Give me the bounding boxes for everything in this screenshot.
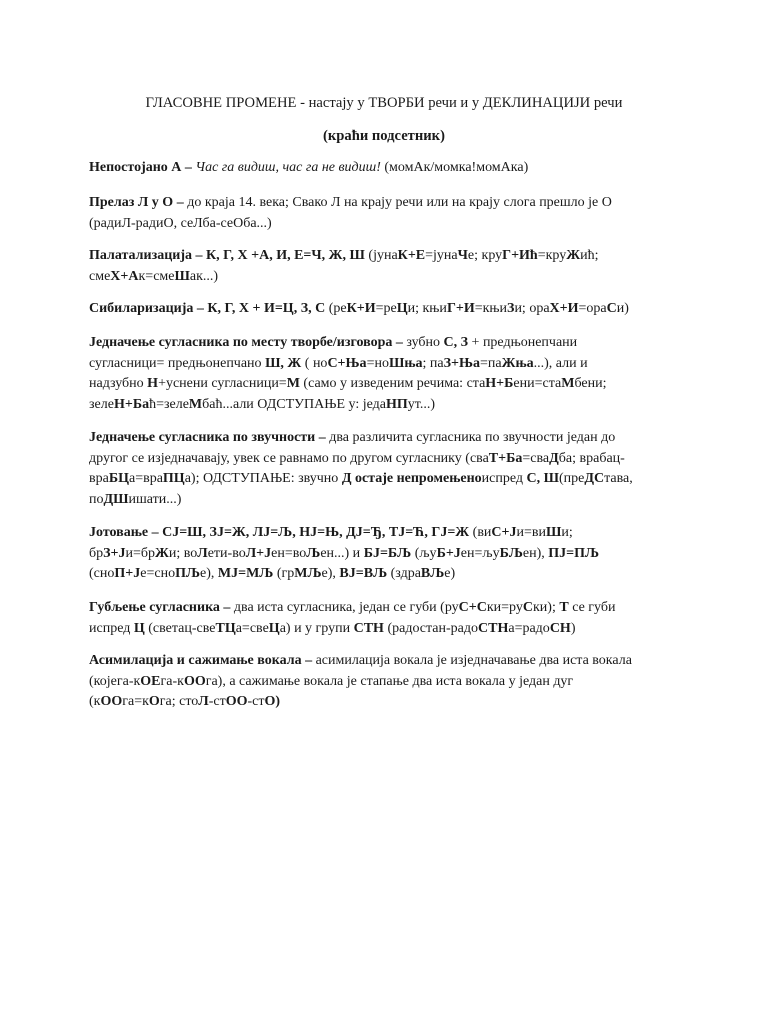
text-run: и; књи: [407, 301, 447, 316]
text-run: =ре: [375, 301, 397, 316]
text-run: ( но: [301, 355, 328, 371]
text-run: С+С: [458, 600, 487, 615]
text-run: Б+Ј: [436, 545, 461, 561]
text-run: (гр: [273, 566, 295, 581]
section-gubljenje-suglasnika: [89, 598, 689, 639]
text-line: [89, 354, 689, 375]
text-run: С: [522, 600, 533, 615]
text-run: ки=ру: [486, 600, 523, 615]
text-run: Д остаје непромењено: [341, 471, 482, 486]
text-run: Сибиларизација – К, Г, Х + И=Ц, З, С: [89, 301, 326, 316]
text-line: [89, 672, 689, 693]
text-line: [89, 544, 689, 565]
text-run: М: [188, 396, 203, 412]
text-run: ОО: [183, 673, 206, 689]
section-nepostojano-a: [89, 158, 689, 179]
text-line: [89, 469, 689, 490]
text-run: СН: [549, 620, 571, 636]
text-run: Ш, Ж: [265, 355, 302, 371]
text-line: [89, 449, 689, 470]
text-run: СТН: [478, 620, 509, 636]
text-run: Л+Ј: [245, 545, 272, 561]
text-run: (светац-све: [144, 620, 216, 636]
text-run: =па: [480, 355, 502, 371]
text-run: и; ора: [514, 301, 550, 316]
text-run: СТН: [353, 620, 384, 636]
text-run: и;: [561, 525, 573, 540]
text-run: -ст: [247, 694, 265, 709]
text-run: (сно: [89, 566, 115, 581]
text-run: другог се изједначавају, увек се равнамо по другом сугласнику (сва: [89, 450, 489, 466]
text-line: [89, 158, 689, 179]
text-run: К+Е: [397, 248, 426, 263]
text-run: Палатализација – К, Г, Х +А, И, Е=Ч, Ж, Ш: [89, 248, 365, 263]
section-sibilarizacija: [89, 299, 689, 320]
text-run: О: [148, 694, 160, 709]
text-run: З+Ј: [103, 545, 126, 561]
text-run: Љ: [306, 545, 321, 561]
text-run: Н+Б: [485, 376, 514, 391]
text-run: Прелаз Л у О –: [89, 195, 188, 210]
text-run: ТЦ: [215, 620, 236, 636]
text-run: зеле: [89, 396, 114, 412]
text-run: (којега-к: [89, 673, 141, 689]
text-run: С, Ш: [526, 471, 559, 486]
text-run: ПЦ: [162, 471, 185, 486]
text-run: Т+Ба: [488, 450, 523, 466]
text-run: испред: [89, 620, 134, 636]
text-run: и=бр: [125, 545, 156, 561]
text-run: ДС: [584, 471, 605, 486]
text-run: сме: [89, 268, 111, 284]
text-run: сугласници= предњонепчано: [89, 355, 266, 371]
text-run: ...), али и: [533, 355, 588, 371]
text-run: и; во: [168, 545, 198, 561]
text-run: ; па: [422, 355, 444, 371]
text-run: =но: [366, 355, 389, 371]
text-run: Л: [198, 694, 209, 709]
text-run: ОО: [225, 694, 248, 709]
text-run: (само у изведеним речима: ста: [299, 376, 486, 391]
text-run: БЈ=БЉ: [363, 545, 412, 561]
text-run: ић;: [580, 248, 599, 263]
text-run: и): [616, 301, 629, 316]
text-run: к=сме: [138, 268, 175, 284]
text-run: а=вра: [128, 471, 163, 486]
section-prelaz-l-u-o: [89, 193, 689, 234]
text-line: [89, 564, 689, 585]
text-run: (ви: [469, 525, 492, 540]
section-jednacenje-po-zvucnosti: [89, 428, 689, 510]
text-run: -ст: [208, 694, 226, 709]
text-line: [89, 619, 689, 640]
text-run: МЈ=МЉ: [217, 566, 274, 581]
text-run: бени;: [574, 376, 607, 391]
text-run: е): [444, 566, 456, 581]
text-run: Г+И: [446, 301, 475, 316]
text-run: =ора: [578, 301, 607, 316]
text-run: (љу: [411, 545, 437, 561]
text-run: Ш: [546, 525, 562, 540]
text-run: +уснени сугласници=: [158, 376, 287, 391]
text-run: Ж: [155, 545, 169, 561]
section-asimilacija-i-sazimanje: [89, 651, 689, 713]
text-run: ПЈ=ПЉ: [548, 545, 600, 561]
text-run: ПЉ: [175, 566, 201, 581]
section-jednacenje-po-mestu: [89, 333, 689, 415]
text-line: [89, 267, 689, 288]
text-run: О): [264, 694, 281, 709]
text-run: ): [570, 620, 576, 636]
text-run: Ш: [174, 268, 190, 284]
text-run: (радостан-радо: [383, 620, 479, 636]
text-run: З: [507, 301, 515, 316]
text-run: Ч: [457, 248, 468, 263]
text-run: З+Ња: [443, 355, 480, 371]
text-run: Н: [147, 376, 159, 391]
text-run: ба; врабац-: [558, 450, 625, 466]
text-run: и=ви: [516, 525, 547, 540]
text-run: Г+Ић: [502, 248, 538, 263]
text-run: Час га видиш, час га не видиш!: [195, 160, 381, 175]
text-run: тава,: [604, 471, 633, 486]
text-run: Жња: [501, 355, 534, 371]
text-run: Ц: [133, 620, 145, 636]
text-run: (момАк/момка!момАка): [380, 160, 529, 175]
text-run: ени=ста: [513, 376, 562, 391]
text-run: асимилација вокала је изједначавање два иста вокала: [315, 653, 632, 668]
text-line: [89, 246, 689, 267]
text-run: С, З: [443, 335, 469, 350]
text-line: [89, 395, 689, 416]
text-run: Х+И: [549, 301, 579, 316]
text-run: Шња: [388, 355, 423, 371]
text-run: С+Ј: [491, 525, 517, 540]
text-run: вра: [89, 471, 109, 486]
text-run: БЦ: [108, 471, 129, 486]
text-run: Ж: [566, 248, 581, 263]
text-run: га), а сажимање вокала је стапање два иста вокала у један дуг: [205, 673, 574, 689]
text-run: ут...): [407, 396, 436, 412]
text-run: ВЉ: [420, 566, 445, 581]
text-run: га=к: [122, 694, 149, 709]
text-run: БЉ: [499, 545, 523, 561]
text-run: ен=љу: [460, 545, 500, 561]
text-run: (к: [89, 694, 101, 709]
text-run: М: [561, 376, 575, 391]
text-line: [89, 193, 689, 214]
text-run: испред: [481, 471, 527, 486]
text-run: е; кру: [467, 248, 503, 263]
text-run: се губи: [568, 600, 616, 615]
text-run: ак...): [189, 268, 219, 284]
text-line: [89, 214, 689, 235]
text-run: ети-во: [207, 545, 246, 561]
text-run: а=радо: [508, 620, 550, 636]
text-run: П+Ј: [114, 566, 141, 581]
text-run: НП: [386, 396, 408, 412]
text-run: два иста сугласника, један се губи (ру: [233, 600, 459, 615]
text-run: Н+Ба: [113, 396, 150, 412]
text-run: по: [89, 491, 104, 507]
text-run: Губљење сугласника –: [89, 600, 234, 615]
text-run: е),: [200, 566, 218, 581]
text-run: а) и у групи: [279, 620, 354, 636]
text-run: МЉ: [294, 566, 322, 581]
text-run: га; сто: [159, 694, 199, 709]
text-run: С+Ња: [327, 355, 367, 371]
text-run: Ц: [396, 301, 408, 316]
text-line: [89, 490, 689, 511]
text-run: Асимилација и сажимање вокала –: [89, 653, 316, 668]
text-line: [89, 333, 689, 354]
text-run: га-к: [160, 673, 184, 689]
text-run: ен...) и: [320, 545, 364, 561]
text-line: [89, 374, 689, 395]
text-run: Д: [549, 450, 559, 466]
section-jotovanje: [89, 523, 689, 585]
text-run: надзубно: [89, 376, 148, 391]
text-run: ишати...): [128, 491, 182, 507]
text-line: [89, 651, 689, 672]
text-run: С: [606, 301, 617, 316]
text-run: два различита сугласника по звучности један до: [329, 430, 616, 445]
text-run: ВЈ=ВЉ: [339, 566, 388, 581]
text-run: Л: [197, 545, 208, 561]
text-run: ен),: [522, 545, 549, 561]
text-run: =сва: [522, 450, 550, 466]
text-run: ки);: [533, 600, 560, 615]
text-run: до краја 14. века; Свако Л на крају речи или на крају слога прешло је О: [187, 195, 612, 210]
text-run: Т: [559, 600, 569, 615]
text-run: ен=во: [271, 545, 307, 561]
text-run: а); ОДСТУПАЊЕ: звучно: [184, 471, 342, 486]
text-line: [89, 523, 689, 544]
text-run: Х+А: [110, 268, 139, 284]
text-line: [89, 692, 689, 713]
text-run: ћ=зеле: [149, 396, 189, 412]
text-run: ОО: [100, 694, 123, 709]
text-run: =кру: [537, 248, 567, 263]
text-run: зубно: [406, 335, 444, 350]
text-line: [89, 428, 689, 449]
text-run: Јотовање – СЈ=Ш, ЗЈ=Ж, ЛЈ=Љ, НЈ=Њ, ДЈ=Ђ, ТЈ=Ћ, ГЈ=Ж: [89, 525, 470, 540]
text-run: =јуна: [425, 248, 458, 263]
text-run: (пре: [558, 471, 585, 486]
text-run: (ре: [325, 301, 347, 316]
text-run: Непостојано А –: [89, 160, 196, 175]
page-title: ГЛАСОВНЕ ПРОМЕНЕ - настају у ТВОРБИ речи и у ДЕКЛИНАЦИЈИ речи: [145, 95, 623, 111]
text-run: (здра: [387, 566, 421, 581]
text-run: ОЕ: [140, 673, 161, 689]
text-run: К+И: [346, 301, 376, 316]
text-run: (јуна: [364, 248, 398, 263]
text-run: =књи: [474, 301, 508, 316]
text-run: Једначење сугласника по месту творбе/изговора –: [89, 335, 407, 350]
text-run: Једначење сугласника по звучности –: [89, 430, 330, 445]
text-run: (радиЛ-радиО, сеЛба-сеОба...): [89, 215, 272, 231]
text-run: + предњонепчани: [468, 335, 578, 350]
text-run: М: [286, 376, 300, 391]
text-run: Ц: [268, 620, 280, 636]
section-palatalizacija: [89, 246, 689, 287]
text-run: е),: [321, 566, 340, 581]
text-run: е=сно: [140, 566, 176, 581]
text-line: [89, 598, 689, 619]
page-subtitle: (краћи подсетник): [323, 128, 445, 144]
text-line: [89, 299, 689, 320]
text-run: а=све: [235, 620, 269, 636]
text-run: бaћ...али ОДСТУПАЊЕ у: једа: [202, 396, 386, 412]
text-run: бр: [89, 545, 104, 561]
text-run: ДШ: [103, 491, 129, 507]
